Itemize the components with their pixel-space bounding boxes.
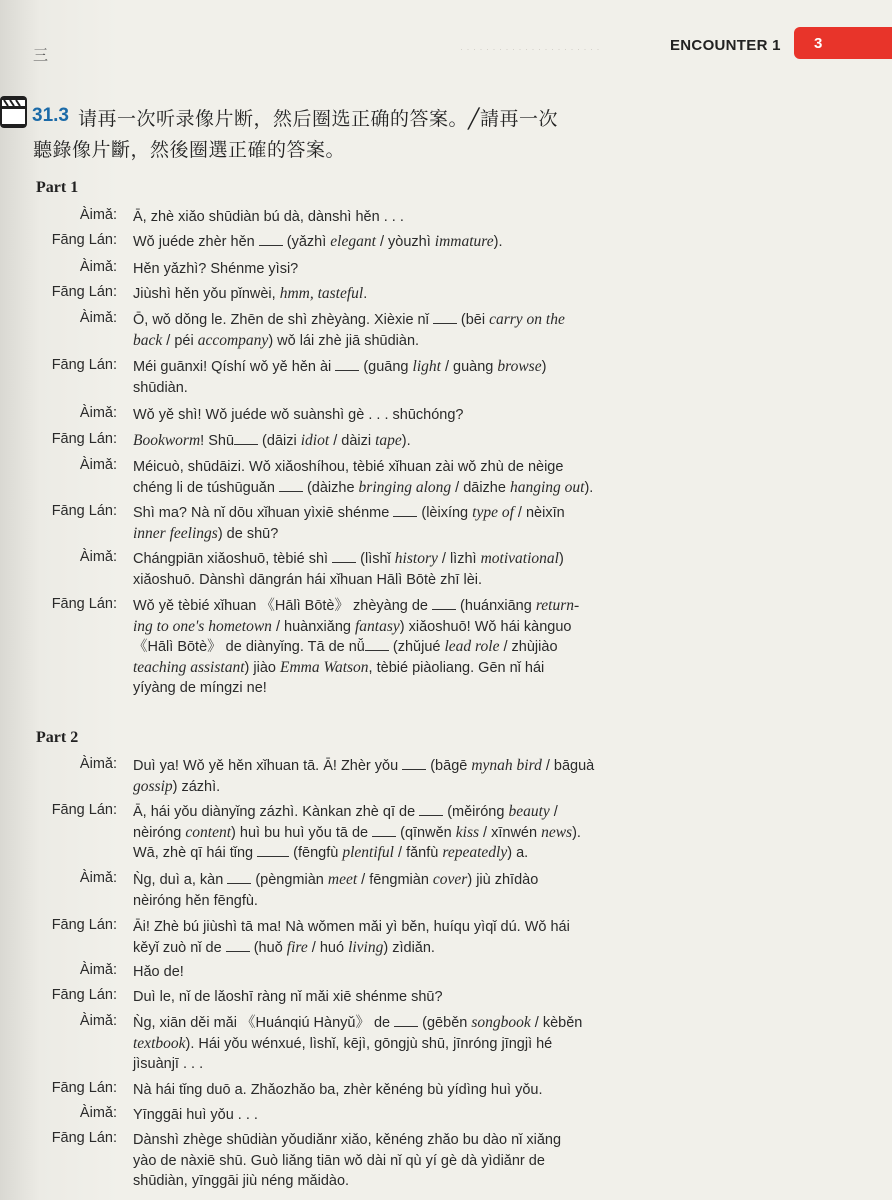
pinyin-text: Ā, hái yǒu diànyǐng zázhì. Kànkan zhè qī de: [133, 804, 420, 820]
answer-blank[interactable]: [365, 638, 389, 651]
pinyin-text: Wǒ yě tèbié xǐhuan 《Hālì Bōtè》 zhèyàng de: [133, 598, 433, 614]
dialogue-line: [0, 756, 892, 797]
speaker-name: Fāng Lán:: [51, 917, 117, 933]
english-gloss: Bookworm: [133, 432, 201, 449]
answer-blank[interactable]: [226, 939, 250, 952]
dialogue-text: [133, 405, 623, 426]
text-row: [133, 1054, 623, 1075]
pinyin-text: (lìshǐ: [356, 551, 395, 567]
part-heading: Part 2: [36, 729, 79, 746]
english-gloss: accompany: [197, 331, 269, 349]
page-number: 3: [814, 35, 823, 52]
text-row: [133, 756, 623, 777]
text-row: [133, 310, 623, 331]
pinyin-text: ): [558, 551, 564, 567]
bleed-through-text: · · · · · · · · · · · · · · · · · · · · · ·: [460, 44, 600, 54]
pinyin-text: Méi guānxi! Qíshí wǒ yě hěn ài: [133, 359, 336, 375]
answer-blank[interactable]: [402, 757, 426, 770]
text-row: [133, 938, 623, 959]
answer-blank[interactable]: [432, 597, 456, 610]
dialogue-text: [133, 549, 623, 590]
speaker-name: Fāng Lán:: [51, 503, 117, 519]
dialogue-text: [133, 1130, 623, 1192]
pinyin-text: Hěn yǎzhì? Shénme yìsi?: [133, 261, 299, 277]
pinyin-text: Chángpiān xiǎoshuō, tèbié shì: [133, 551, 333, 567]
english-gloss: plentiful: [342, 844, 394, 861]
answer-blank[interactable]: [234, 432, 258, 445]
speaker-name: Fāng Lán:: [51, 802, 117, 818]
pinyin-text: .: [363, 286, 368, 302]
english-gloss: kiss: [455, 823, 480, 841]
pinyin-text: Duì ya! Wǒ yě hěn xǐhuan tā. Ā! Zhèr yǒu: [133, 758, 403, 774]
dialogue-text: [133, 503, 623, 544]
pinyin-text: (měiróng: [443, 804, 509, 820]
pinyin-text: shūdiàn, yīnggāi jiù néng mǎidào.: [133, 1173, 350, 1189]
answer-blank[interactable]: [259, 233, 283, 246]
speaker-name: Fāng Lán:: [51, 596, 117, 612]
speaker-name: Àimǎ:: [79, 259, 117, 275]
pinyin-text: ). Hái yǒu wénxué, lìshǐ, kējì, gōngjù shū, jīnróng jīngjì hé: [185, 1035, 553, 1052]
pinyin-text: shūdiàn.: [133, 379, 188, 396]
pinyin-text: ) a.: [507, 845, 529, 861]
pinyin-text: / péi: [162, 332, 198, 349]
pinyin-text: ).: [493, 234, 503, 250]
dialogue-text: [133, 284, 623, 305]
text-row: [133, 891, 623, 912]
text-row: [133, 1171, 623, 1192]
text-row: [133, 962, 623, 983]
pinyin-text: Duì le, nǐ de lǎoshī ràng nǐ mǎi xiē shénme shū?: [133, 989, 443, 1005]
english-gloss: songbook: [471, 1014, 531, 1031]
speaker-name: Fāng Lán:: [51, 232, 117, 248]
dialogue-line: [0, 987, 892, 1008]
text-row: [133, 431, 623, 452]
pinyin-text: ): [541, 359, 547, 375]
english-gloss: return-: [535, 597, 580, 614]
dialogue-line: [0, 549, 892, 590]
pinyin-text: Ā, zhè xiǎo shūdiàn bú dà, dànshì hěn . . .: [133, 209, 404, 225]
dialogue-text: [133, 232, 623, 253]
dialogue-line: [0, 259, 892, 280]
speaker-name: Àimǎ:: [79, 549, 117, 565]
dialogue-text: [133, 596, 623, 699]
english-gloss: hanging out: [509, 478, 585, 496]
dialogue-line: [0, 1013, 892, 1075]
part-heading: Part 1: [36, 179, 79, 196]
english-gloss: browse: [497, 358, 542, 375]
answer-blank[interactable]: [393, 504, 417, 517]
speaker-name: Fāng Lán:: [51, 1080, 117, 1096]
pinyin-text: (fēngfù: [289, 845, 343, 861]
exercise-instruction-line2: 聽錄像片斷，然後圈選正確的答案。: [33, 139, 346, 161]
pinyin-text: ) jiù zhīdào: [467, 872, 539, 888]
english-gloss: fire: [286, 938, 308, 956]
encounter-label: ENCOUNTER 1: [670, 37, 781, 54]
text-row: [133, 284, 623, 305]
english-gloss: cover: [432, 871, 468, 888]
exercise-number: 31.3: [32, 105, 69, 126]
pinyin-text: chéng li de túshūguǎn: [133, 479, 279, 496]
dialogue-line: [0, 1130, 892, 1192]
english-gloss: repeatedly: [442, 844, 508, 861]
text-row: [133, 357, 623, 378]
dialogue-line: [0, 310, 892, 351]
text-row: [133, 1080, 623, 1101]
pinyin-text: nèiróng hěn fēngfù.: [133, 892, 258, 909]
english-gloss: beauty: [508, 803, 550, 820]
english-gloss: gossip: [133, 777, 173, 795]
english-gloss: motivational: [480, 550, 559, 567]
text-row: [133, 987, 623, 1008]
dialogue-text: [133, 1105, 623, 1126]
text-row: [133, 503, 623, 524]
speaker-name: Àimǎ:: [79, 756, 117, 772]
text-row: [133, 802, 623, 823]
english-gloss: textbook: [133, 1034, 186, 1052]
dialogue-text: [133, 802, 623, 864]
pinyin-text: (pèngmiàn: [251, 872, 328, 888]
pinyin-text: Āi! Zhè bú jiùshì tā ma! Nà wǒmen mǎi yì běn, huíqu yìqǐ dú. Wǒ hái: [133, 919, 570, 935]
text-row: [133, 549, 623, 570]
answer-blank[interactable]: [257, 844, 289, 857]
pinyin-text: (qīnwěn: [396, 824, 456, 841]
english-gloss: content: [185, 823, 232, 841]
dialogue-line: [0, 962, 892, 983]
pinyin-text: /: [549, 804, 558, 820]
pinyin-text: (gēběn: [418, 1015, 472, 1031]
english-gloss: mynah bird: [471, 757, 542, 774]
dialogue-text: [133, 207, 623, 228]
answer-blank[interactable]: [433, 311, 457, 324]
dialogue-text: [133, 917, 623, 958]
pinyin-text: yíyàng de míngzi ne!: [133, 680, 267, 696]
pinyin-text: xiǎoshuō. Dànshì dāngrán hái xǐhuan Hālì Bōtè zhī lèi.: [133, 571, 483, 588]
text-row: [133, 405, 623, 426]
pinyin-text: (lèixíng: [417, 505, 473, 521]
dialogue-line: [0, 917, 892, 958]
speaker-name: Àimǎ:: [79, 870, 117, 886]
pinyin-text: ) zìdiǎn.: [383, 939, 435, 956]
english-gloss: immature: [434, 233, 494, 250]
pinyin-text: (guāng: [359, 359, 413, 375]
dialogue-text: [133, 1013, 623, 1075]
speaker-name: Àimǎ:: [79, 405, 117, 421]
dialogue-line: [0, 802, 892, 864]
pinyin-text: ) zázhì.: [172, 778, 221, 795]
text-row: [133, 1013, 623, 1034]
speaker-name: Àimǎ:: [79, 962, 117, 978]
text-row: [133, 637, 623, 658]
english-gloss: light: [412, 358, 441, 375]
answer-blank[interactable]: [335, 358, 359, 371]
text-row: [133, 331, 623, 352]
pinyin-text: ).: [584, 479, 594, 496]
pinyin-text: ) jiào: [244, 659, 280, 676]
dialogue-line: [0, 596, 892, 699]
answer-blank[interactable]: [419, 803, 443, 816]
pinyin-text: / lìzhì: [437, 551, 481, 567]
speaker-name: Fāng Lán:: [51, 987, 117, 1003]
pinyin-text: 《Hālì Bōtè》 de diànyǐng. Tā de nǚ: [133, 639, 365, 655]
text-row: [133, 378, 623, 399]
pinyin-text: , tèbié piàoliang. Gēn nǐ hái: [368, 659, 545, 676]
pinyin-text: ) huì bu huì yǒu tā de: [231, 824, 373, 841]
answer-blank[interactable]: [279, 479, 303, 492]
pinyin-text: Shì ma? Nà nǐ dōu xǐhuan yìxiē shénme: [133, 505, 394, 521]
pinyin-text: / bāguà: [541, 758, 595, 774]
text-row: [133, 207, 623, 228]
pinyin-text: Yīnggāi huì yǒu . . .: [133, 1107, 258, 1123]
dialogue-line: [0, 457, 892, 498]
pinyin-text: / xīnwén: [479, 824, 542, 841]
dialogue-text: [133, 756, 623, 797]
english-gloss: elegant: [330, 233, 376, 250]
answer-blank[interactable]: [332, 550, 356, 563]
pinyin-text: ) wǒ lái zhè jiā shūdiàn.: [268, 332, 420, 349]
text-row: [133, 1105, 623, 1126]
answer-blank[interactable]: [372, 824, 396, 837]
english-gloss: living: [348, 938, 384, 956]
text-row: [133, 259, 623, 280]
video-clip-icon: [0, 96, 27, 128]
pinyin-text: (bēi: [456, 312, 490, 328]
pinyin-text: / guàng: [440, 359, 498, 375]
dialogue-line: [0, 284, 892, 305]
pinyin-text: Ō, wǒ dǒng le. Zhēn de shì zhèyàng. Xièxie nǐ: [133, 312, 433, 328]
pinyin-text: / dàizi: [329, 433, 376, 449]
english-gloss: idiot: [300, 432, 330, 449]
english-gloss: fantasy: [354, 617, 400, 635]
english-gloss: hmm, tasteful: [279, 285, 364, 302]
english-gloss: teaching assistant: [133, 658, 245, 676]
pinyin-text: (dàizhe: [302, 479, 359, 496]
speaker-name: Àimǎ:: [79, 457, 117, 473]
pinyin-text: (bāgē: [426, 758, 472, 774]
english-gloss: carry on the: [489, 311, 565, 328]
text-row: [133, 617, 623, 638]
pinyin-text: / fǎnfù: [394, 845, 443, 861]
english-gloss: inner feelings: [133, 524, 218, 542]
pinyin-text: / huó: [307, 939, 349, 956]
english-gloss: Emma Watson: [279, 658, 369, 676]
pinyin-text: / dāizhe: [451, 479, 510, 496]
dialogue-text: [133, 1080, 623, 1101]
english-gloss: back: [133, 331, 163, 349]
text-row: [133, 232, 623, 253]
pinyin-text: (huánxiāng: [456, 598, 536, 614]
speaker-name: Fāng Lán:: [51, 357, 117, 373]
speaker-name: Àimǎ:: [79, 1013, 117, 1029]
pinyin-text: Ǹg, xiān děi mǎi 《Huánqiú Hànyǔ》 de: [133, 1015, 395, 1031]
text-row: [133, 478, 623, 499]
dialogue-text: [133, 870, 623, 911]
text-row: [133, 457, 623, 478]
text-row: [133, 870, 623, 891]
pinyin-text: ).: [572, 824, 581, 841]
dialogue-line: [0, 431, 892, 452]
speaker-name: Fāng Lán:: [51, 431, 117, 447]
dialogue-text: [133, 259, 623, 280]
pinyin-text: Dànshì zhège shūdiàn yǒudiǎnr xiǎo, kěnéng zhǎo bu dào nǐ xiǎng: [133, 1132, 562, 1148]
pinyin-text: yào de nàxiē shū. Guò liǎng tiān wǒ dài nǐ qù yí gè dà yìdiǎnr de: [133, 1152, 545, 1169]
pinyin-text: Wā, zhè qī hái tǐng: [133, 845, 258, 861]
pinyin-text: (huǒ: [249, 939, 287, 956]
speaker-name: Àimǎ:: [79, 1105, 117, 1121]
pinyin-text: jìsuànjī . . .: [133, 1056, 204, 1072]
english-gloss: history: [394, 550, 438, 567]
pinyin-text: ).: [401, 433, 411, 449]
pinyin-text: / nèixīn: [513, 505, 565, 521]
text-row: [133, 1130, 623, 1151]
english-gloss: type of: [472, 504, 514, 521]
dialogue-text: [133, 310, 623, 351]
answer-blank[interactable]: [227, 871, 251, 884]
dialogue-line: [0, 1080, 892, 1101]
english-gloss: tape: [375, 432, 402, 449]
text-row: [133, 823, 623, 844]
dialogue-line: [0, 405, 892, 426]
exercise-instruction-line1: 请再一次听录像片断，然后圈选正确的答案。╱請再一次: [78, 108, 558, 130]
pinyin-text: (yǎzhì: [282, 234, 331, 250]
dialogue-line: [0, 870, 892, 911]
text-row: [133, 570, 623, 591]
page-mark: 三: [33, 46, 49, 64]
english-gloss: meet: [327, 871, 358, 888]
pinyin-text: Ǹg, duì a, kàn: [133, 872, 228, 888]
pinyin-text: / kèběn: [530, 1015, 583, 1031]
text-row: [133, 678, 623, 699]
dialogue-line: [0, 207, 892, 228]
dialogue-text: [133, 987, 623, 1008]
pinyin-text: ) xiǎoshuō! Wǒ hái kànguo: [399, 618, 572, 635]
answer-blank[interactable]: [394, 1014, 418, 1027]
dialogue-text: [133, 962, 623, 983]
pinyin-text: / fēngmiàn: [357, 872, 433, 888]
text-row: [133, 1034, 623, 1055]
english-gloss: bringing along: [358, 478, 452, 496]
text-row: [133, 777, 623, 798]
pinyin-text: Jiùshì hěn yǒu pǐnwèi,: [133, 286, 280, 302]
dialogue-text: [133, 357, 623, 398]
speaker-name: Àimǎ:: [79, 207, 117, 223]
text-row: [133, 917, 623, 938]
pinyin-text: (zhǔjué: [388, 639, 445, 655]
text-row: [133, 596, 623, 617]
pinyin-text: nèiróng: [133, 824, 186, 841]
text-row: [133, 658, 623, 679]
speaker-name: Àimǎ:: [79, 310, 117, 326]
dialogue-line: [0, 503, 892, 544]
text-row: [133, 1151, 623, 1172]
pinyin-text: / zhùjiào: [499, 639, 558, 655]
pinyin-text: kěyǐ zuò nǐ de: [133, 939, 226, 956]
pinyin-text: Hǎo de!: [133, 964, 184, 980]
dialogue-line: [0, 232, 892, 253]
pinyin-text: / yòuzhì: [375, 234, 435, 250]
english-gloss: ing to one's hometown: [133, 617, 272, 635]
pinyin-text: Méicuò, shūdāizi. Wǒ xiǎoshíhou, tèbié xǐhuan zài wǒ zhù de nèige: [133, 459, 564, 475]
page-number-tab: [794, 27, 892, 59]
pinyin-text: / huànxiǎng: [271, 618, 355, 635]
dialogue-text: [133, 457, 623, 498]
dialogue-line: [0, 357, 892, 398]
pinyin-text: ) de shū?: [217, 525, 279, 542]
pinyin-text: Nà hái tǐng duō a. Zhǎozhǎo ba, zhèr kěnéng bù yídìng huì yǒu.: [133, 1082, 543, 1098]
pinyin-text: (dāizi: [258, 433, 301, 449]
text-row: [133, 524, 623, 545]
speaker-name: Fāng Lán:: [51, 1130, 117, 1146]
text-row: [133, 843, 623, 864]
pinyin-text: ! Shū: [200, 433, 235, 449]
dialogue-text: [133, 431, 623, 452]
english-gloss: news: [541, 823, 573, 841]
english-gloss: lead role: [444, 638, 500, 655]
pinyin-text: Wǒ yě shì! Wǒ juéde wǒ suànshì gè . . . shūchóng?: [133, 407, 464, 423]
dialogue-line: [0, 1105, 892, 1126]
speaker-name: Fāng Lán:: [51, 284, 117, 300]
pinyin-text: Wǒ juéde zhèr hěn: [133, 234, 259, 250]
